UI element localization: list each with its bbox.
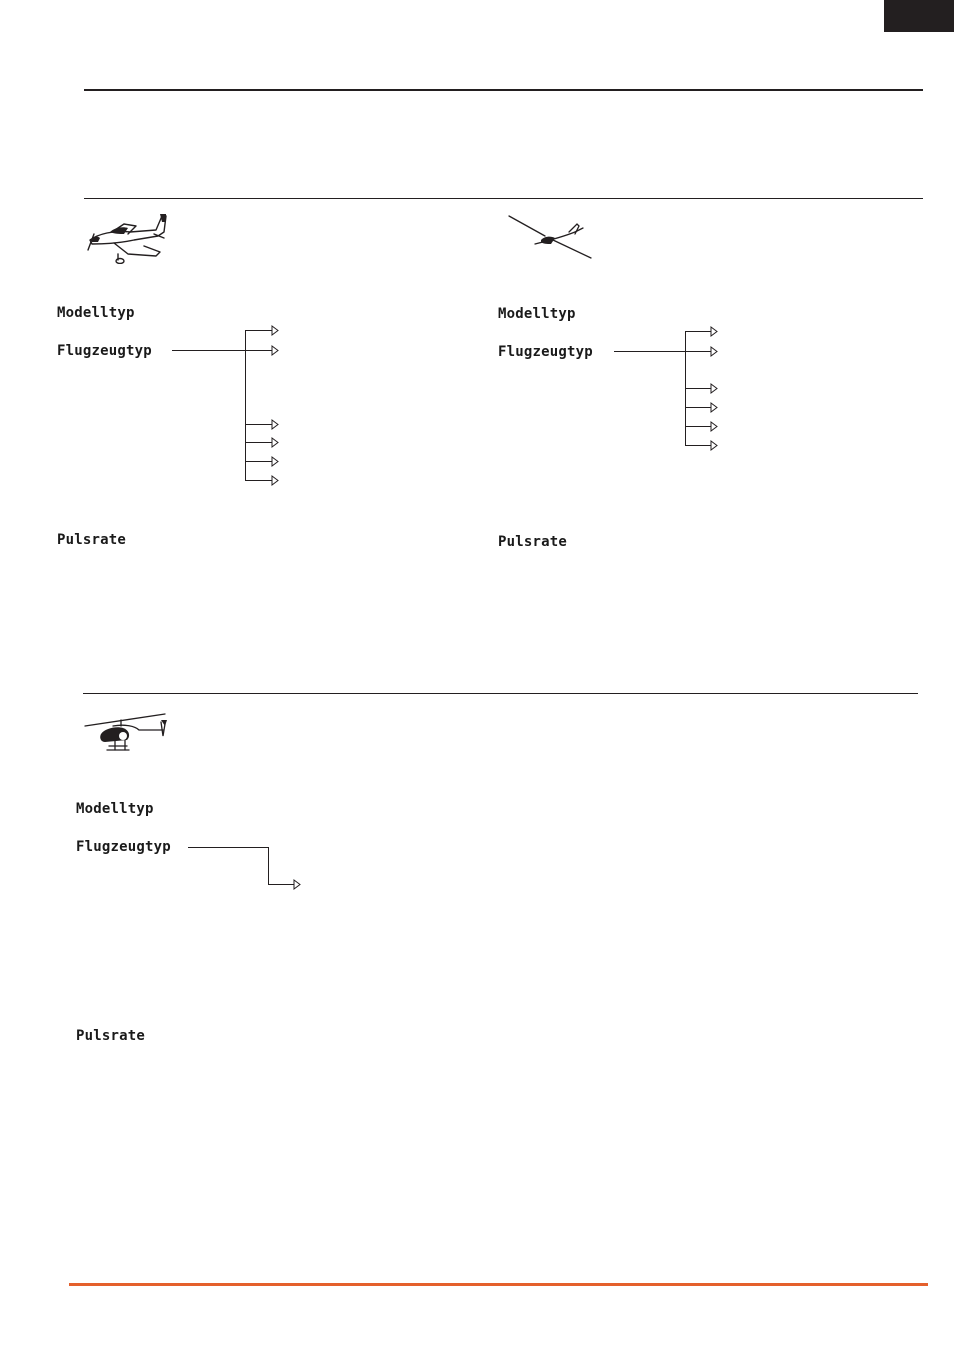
helicopter-icon bbox=[83, 710, 169, 758]
helicopter-aircraft-type-label: Flugzeugtyp bbox=[76, 839, 171, 855]
glider-tree-lines bbox=[614, 331, 711, 446]
glider-aircraft-type-label: Flugzeugtyp bbox=[498, 344, 593, 360]
airplane-pulse-rate-label: Pulsrate bbox=[57, 532, 127, 548]
helicopter-tree-arrows bbox=[294, 880, 300, 889]
airplane-aircraft-type-label: Flugzeugtyp bbox=[57, 343, 152, 359]
airplane-icon bbox=[84, 210, 168, 264]
airplane-tree-lines bbox=[172, 330, 272, 481]
airplane-model-type-label: Modelltyp bbox=[57, 305, 135, 321]
glider-icon bbox=[505, 214, 595, 260]
airplane-tree-arrows bbox=[272, 326, 278, 485]
glider-pulse-rate-label: Pulsrate bbox=[498, 534, 568, 550]
helicopter-pulse-rate-label: Pulsrate bbox=[76, 1028, 146, 1044]
glider-model-type-label: Modelltyp bbox=[498, 306, 576, 322]
helicopter-model-type-label: Modelltyp bbox=[76, 801, 154, 817]
helicopter-tree-lines bbox=[188, 848, 294, 885]
glider-tree-arrows bbox=[711, 327, 717, 450]
